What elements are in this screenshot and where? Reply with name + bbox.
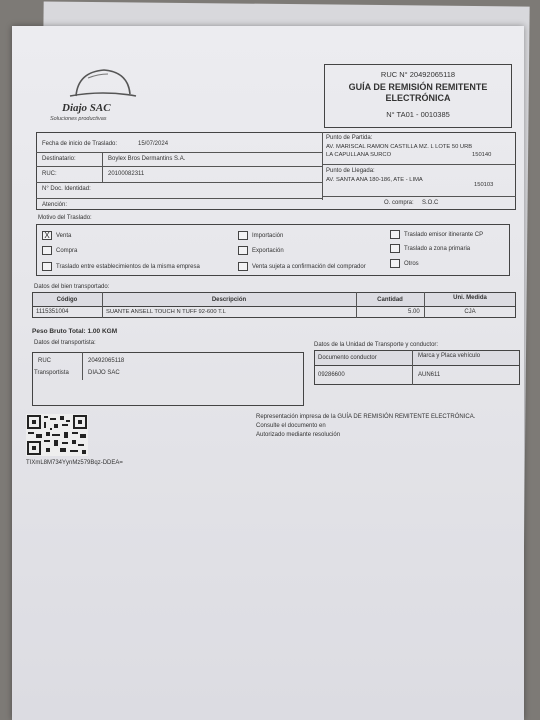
checkbox-compra[interactable] <box>42 246 52 255</box>
company-logo <box>50 66 150 126</box>
col-cantidad: Cantidad <box>377 297 403 303</box>
bienes-title: Datos del bien transportado: <box>34 284 110 290</box>
checkbox-venta-sujeta[interactable] <box>238 262 248 271</box>
row-cantidad: 5.00 <box>408 309 420 315</box>
transportista-box <box>32 352 304 406</box>
ruc-label: RUC: <box>42 171 57 177</box>
checkbox-emisor-itinerante[interactable] <box>390 230 400 239</box>
transportista-ruc-label: RUC <box>38 358 51 364</box>
row-codigo: 1115351004 <box>36 309 69 315</box>
footer-line2: Consulte el documento en <box>256 423 326 429</box>
doc-identidad-label: N° Doc. Identidad: <box>42 186 91 192</box>
llegada-line1: AV. SANTA ANA 180-186, ATE - LIMA <box>326 177 423 183</box>
checkbox-traslado-establecimientos[interactable] <box>42 262 52 271</box>
transportista-ruc-value: 20492065118 <box>88 358 125 364</box>
footer-line1: Representación impresa de la GUÍA DE REMISIÓN REMITENTE ELECTRÓNICA. <box>256 414 476 420</box>
destinatario-label: Destinatario: <box>42 156 76 162</box>
footer-line3: Autorizado mediante resolución <box>256 432 341 438</box>
vehiculo-col-documento: Documento conductor <box>318 355 377 361</box>
row-unidad: CJA <box>464 309 476 315</box>
ruc-value: 20100082311 <box>108 171 145 177</box>
footer-hash: TIXmL8M734YynMz579Bqz-DDEA= <box>26 460 123 466</box>
llegada-label: Punto de Llegada: <box>326 168 375 174</box>
col-unidad: Uni. Medida <box>453 295 487 301</box>
option-compra: Compra <box>56 248 78 254</box>
document-page <box>12 26 524 720</box>
fecha-label: Fecha de inicio de Traslado: <box>42 141 118 147</box>
option-venta: Venta <box>56 233 72 239</box>
document-header-box <box>324 64 512 128</box>
checkbox-exportacion[interactable] <box>238 246 248 255</box>
atencion-label: Atención: <box>42 202 68 208</box>
company-name: Diajo SAC <box>62 102 111 114</box>
row-descripcion: SUANTE ANSELL TOUCH N TUFF 92-600 T.L <box>106 309 226 315</box>
llegada-ubigeo: 150103 <box>474 182 494 188</box>
partida-line1: AV. MARISCAL RAMON CASTILLA MZ. L LOTE 50 URB <box>326 144 473 150</box>
checkbox-otros[interactable] <box>390 259 400 268</box>
option-exportacion: Exportación <box>252 248 284 254</box>
vehiculo-col-placa: Marca y Placa vehículo <box>418 353 481 359</box>
header-title-1: GUÍA DE REMISIÓN REMITENTE <box>348 82 488 92</box>
company-tagline: Soluciones productivas <box>50 116 107 122</box>
checkbox-venta[interactable]: X <box>42 231 52 240</box>
checkbox-zona-primaria[interactable] <box>390 244 400 253</box>
vehiculo-title: Datos de la Unidad de Transporte y conductor: <box>314 342 439 348</box>
option-venta-sujeta: Venta sujeta a confirmación del comprador <box>252 264 366 270</box>
fecha-value: 15/07/2024 <box>138 141 169 147</box>
transportista-title: Datos del transportista: <box>34 340 96 346</box>
peso-bruto: Peso Bruto Total: 1.00 KGM <box>32 328 118 335</box>
transportista-nombre-value: DIAJO SAC <box>88 370 120 376</box>
option-traslado-establecimientos: Traslado entre establecimientos de la misma empresa <box>56 264 200 270</box>
option-zona-primaria: Traslado a zona primaria <box>404 246 471 252</box>
option-importacion: Importación <box>252 233 284 239</box>
qr-code-icon <box>26 414 88 456</box>
header-number: N° TA01 - 0010385 <box>386 110 450 119</box>
helmet-icon <box>68 66 138 106</box>
col-codigo: Código <box>56 297 78 303</box>
motivo-title: Motivo del Traslado: <box>38 215 92 221</box>
vehiculo-documento: 09286600 <box>318 372 345 378</box>
header-title-2: ELECTRÓNICA <box>385 93 451 103</box>
vehiculo-placa: AUN611 <box>418 372 441 378</box>
compra-value: S.O.C <box>422 200 439 206</box>
compra-label: O. compra: <box>384 200 414 206</box>
destinatario-value: Boylex Bros Dermantins S.A. <box>108 156 186 162</box>
partida-line2: LA CAPULLANA SURCO <box>326 152 392 158</box>
col-descripcion: Descripción <box>211 297 247 303</box>
transportista-nombre-label: Transportista <box>34 370 69 376</box>
partida-label: Punto de Partida: <box>326 135 373 141</box>
header-ruc: RUC N° 20492065118 <box>380 70 456 79</box>
option-otros: Otros <box>404 261 419 267</box>
checkbox-importacion[interactable] <box>238 231 248 240</box>
partida-ubigeo: 150140 <box>472 152 492 158</box>
option-emisor-itinerante: Traslado emisor itinerante CP <box>404 232 484 238</box>
